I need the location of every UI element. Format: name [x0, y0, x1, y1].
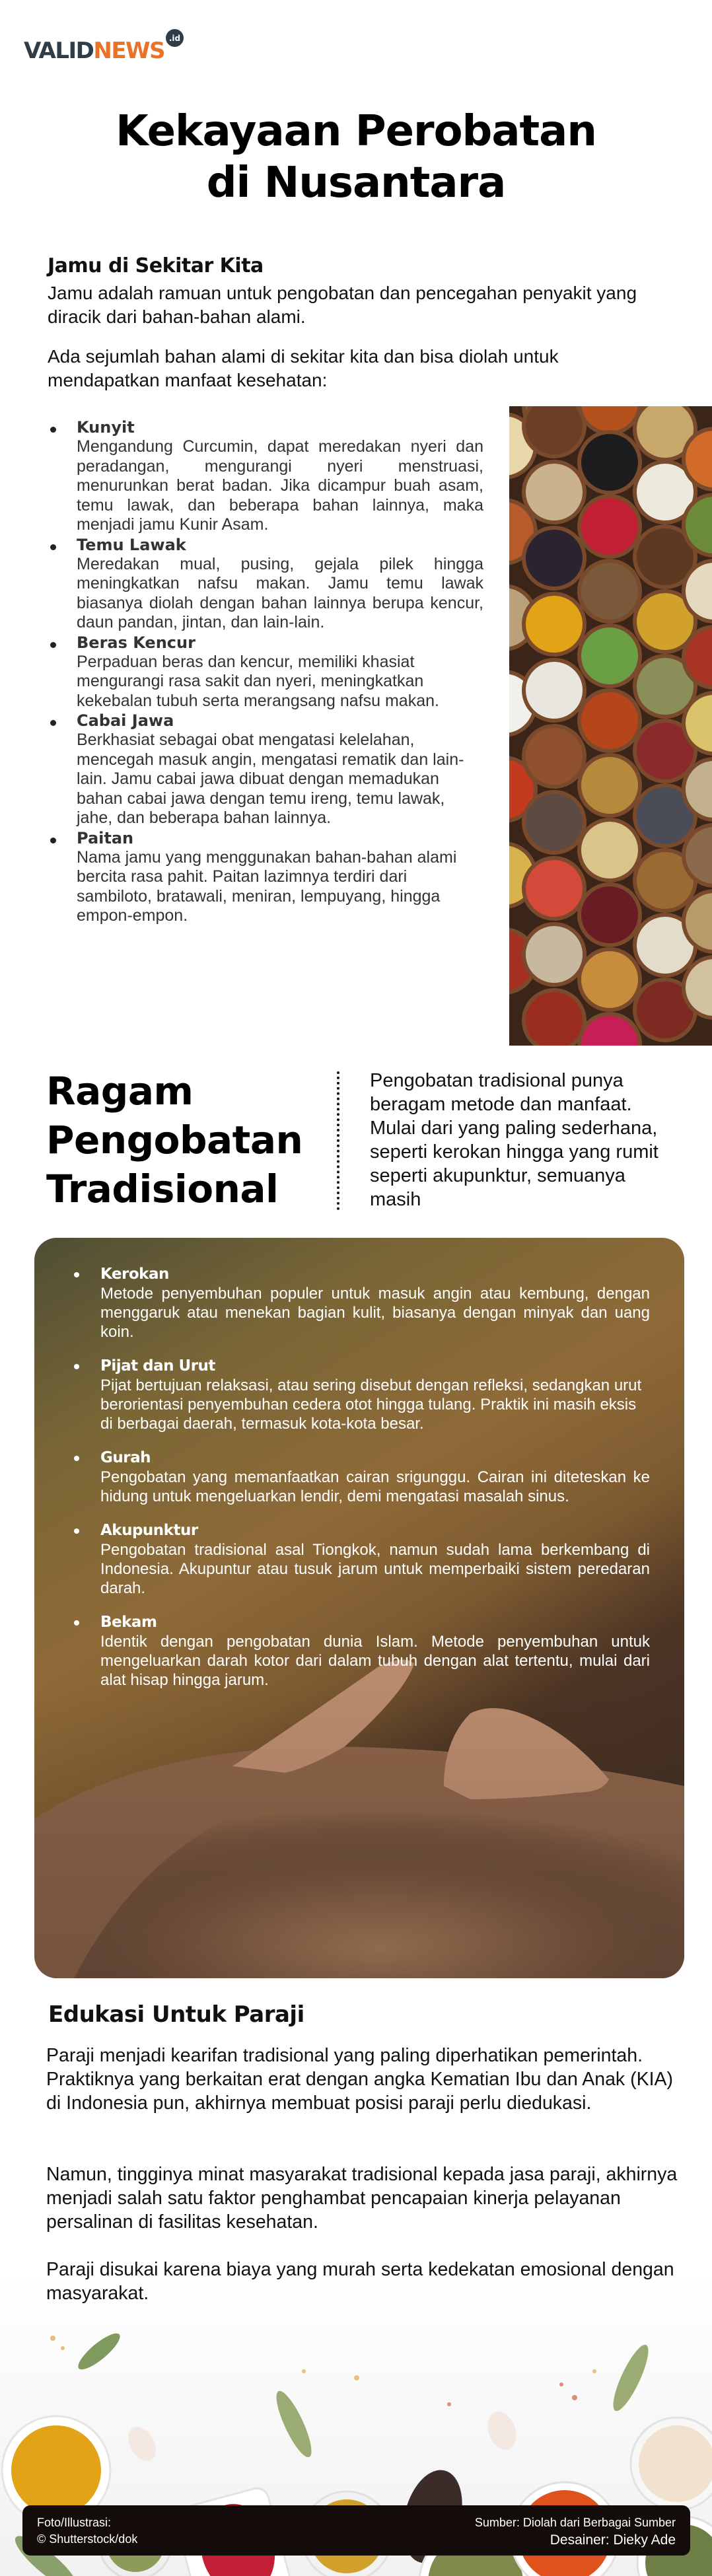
jamu-item-name: Beras Kencur	[77, 633, 196, 652]
logo-text-news: NEWS	[93, 38, 165, 64]
photo-credit-source: © Shutterstock/dok	[37, 2532, 138, 2546]
jamu-item-paitan	[48, 828, 483, 926]
validnews-logo[interactable]	[24, 30, 181, 64]
paraji-paragraph-3: Paraji disukai karena biaya yang murah serta kedekatan emosional dengan masyarakat.	[46, 2259, 674, 2304]
method-item-gurah	[74, 1448, 650, 1506]
method-item-name: Akupunktur	[100, 1522, 198, 1539]
method-item-name: Kerokan	[100, 1266, 169, 1283]
method-item-desc: Pijat bertujuan relaksasi, atau sering disebut dengan refleksi, sedangkan urut berorientasi penyembuhan cedera otot hingga tulang. Praktik ini masih eksis di berbagai daerah, termasuk kota-kota besar.	[100, 1377, 642, 1433]
methods-list	[74, 1264, 650, 1704]
method-item-desc: Pengobatan yang memanfaatkan cairan srigunggu. Cairan ini diteteskan ke hidung untuk mengeluarkan lendir, demi mengatasi masalah sinus.	[100, 1468, 650, 1505]
jamu-item-name: Paitan	[77, 828, 134, 847]
jamu-item-desc: Mengandung Curcumin, dapat meredakan nyeri dan peradangan, mengurangi nyeri menstruasi, menurunkan berat badan. Jika dicampur buah asam, temu lawak, dan beberapa bahan lainnya, maka menjadi jamu Kunir Asam.	[77, 437, 483, 534]
logo-id-badge: .id	[166, 29, 184, 47]
jamu-list	[48, 417, 483, 926]
method-item-desc: Pengobatan tradisional asal Tiongkok, namun sudah lama berkembang di Indonesia. Akupuntur atau tusuk jarum untuk memperbaiki sistem peredaran darah.	[100, 1541, 650, 1597]
photo-credit	[37, 2515, 137, 2548]
method-item-bekam	[74, 1612, 650, 1690]
jamu-item-desc: Perpaduan beras dan kencur, memiliki khasiat mengurangi rasa sakit dan nyeri, meningkatkan kekebalan tubuh serta merangsang nafsu makan.	[77, 652, 439, 710]
spice-bowls-illustration	[509, 406, 712, 1046]
jamu-item-temu-lawak	[48, 535, 483, 633]
method-item-kerokan	[74, 1264, 650, 1342]
jamu-heading: Jamu di Sekitar Kita	[48, 254, 264, 277]
paraji-paragraph-1: Paraji menjadi kearifan tradisional yang paling diperhatikan pemerintah. Praktiknya yang berkaitan erat dengan angka Kematian Ibu dan Anak (KIA) di Indonesia pun, akhirnya membuat posisi paraji perlu diedukasi.	[46, 2045, 674, 2114]
photo-credit-label: Foto/Illustrasi:	[37, 2516, 112, 2529]
page-title-line-2: di Nusantara	[206, 159, 506, 207]
source-credit	[475, 2515, 676, 2550]
method-item-name: Gurah	[100, 1449, 151, 1466]
method-item-desc: Metode penyembuhan populer untuk masuk angin atau kembung, dengan menggaruk atau menekan bagian kulit, biasanya dengan minyak dan uang koin.	[100, 1285, 650, 1341]
data-source: Sumber: Diolah dari Berbagai Sumber	[474, 2516, 676, 2529]
page-title-line-1: Kekayaan Perobatan	[116, 107, 596, 156]
jamu-item-desc: Nama jamu yang menggunakan bahan-bahan alami bercita rasa pahit. Paitan lazimnya terdiri dari sambiloto, bratawali, meniran, lempuyang, hingga empon-empon.	[77, 847, 457, 925]
method-item-desc: Identik dengan pengobatan dunia Islam. Metode penyembuhan untuk mengeluarkan darah kotor dari dalam tubuh dengan alat tertentu, mulai dari alat hisap hingga jarum.	[100, 1633, 650, 1689]
ragam-title-line-3: Tradisional	[46, 1166, 279, 1211]
method-item-pijat-dan-urut	[74, 1356, 650, 1433]
method-item-name: Pijat dan Urut	[100, 1357, 215, 1375]
paraji-paragraph-2: Namun, tingginya minat masyarakat tradisional kepada jasa paraji, akhirnya menjadi salah satu faktor penghambat pencapaian kinerja pelayanan persalinan di fasilitas kesehatan.	[46, 2164, 678, 2233]
jamu-item-name: Kunyit	[77, 418, 135, 437]
credits-bar	[22, 2505, 690, 2556]
jamu-item-kunyit	[48, 417, 483, 535]
jamu-item-beras-kencur	[48, 633, 483, 711]
ragam-description: Pengobatan tradisional punya beragam metode dan manfaat. Mulai dari yang paling sederhana, seperti kerokan hingga yang rumit seperti akupunktur, semuanya masih	[370, 1070, 659, 1210]
jamu-intro-2: Ada sejumlah bahan alami di sekitar kita dan bisa diolah untuk mendapatkan manfaat kesehatan:	[48, 346, 559, 390]
spice-bowls-photo	[509, 406, 712, 1046]
designer-credit: Desainer: Dieky Ade	[550, 2532, 676, 2548]
ragam-title-line-1: Ragam	[46, 1069, 194, 1114]
method-item-akupunktur	[74, 1521, 650, 1598]
ragam-title	[46, 1067, 303, 1213]
page-title	[0, 106, 712, 209]
jamu-intro: Jamu adalah ramuan untuk pengobatan dan pencegahan penyakit yang diracik dari bahan-bahan alami.	[48, 283, 637, 327]
jamu-item-desc: Berkhasiat sebagai obat mengatasi kelelahan, mencegah masuk angin, mengatasi rematik dan lain-lain. Jamu cabai jawa dibuat dengan memadukan bahan cabai jawa dengan temu ireng, temu lawak, jahe, dan beberapa bahan lainnya.	[77, 731, 464, 827]
dotted-divider	[337, 1071, 339, 1210]
paraji-heading: Edukasi Untuk Paraji	[48, 2001, 304, 2028]
jamu-item-name: Cabai Jawa	[77, 711, 174, 730]
logo-text-valid: VALID	[24, 38, 94, 64]
methods-card	[34, 1238, 684, 1978]
jamu-item-desc: Meredakan mual, pusing, gejala pilek hingga meningkatkan nafsu makan. Jamu temu lawak biasanya diolah dengan bahan lainnya berupa kencur, daun pandan, jintan, dan lain-lain.	[77, 554, 483, 631]
jamu-item-cabai-jawa	[48, 711, 483, 828]
ragam-title-line-2: Pengobatan	[46, 1118, 303, 1163]
jamu-item-name: Temu Lawak	[77, 535, 186, 554]
method-item-name: Bekam	[100, 1614, 157, 1631]
